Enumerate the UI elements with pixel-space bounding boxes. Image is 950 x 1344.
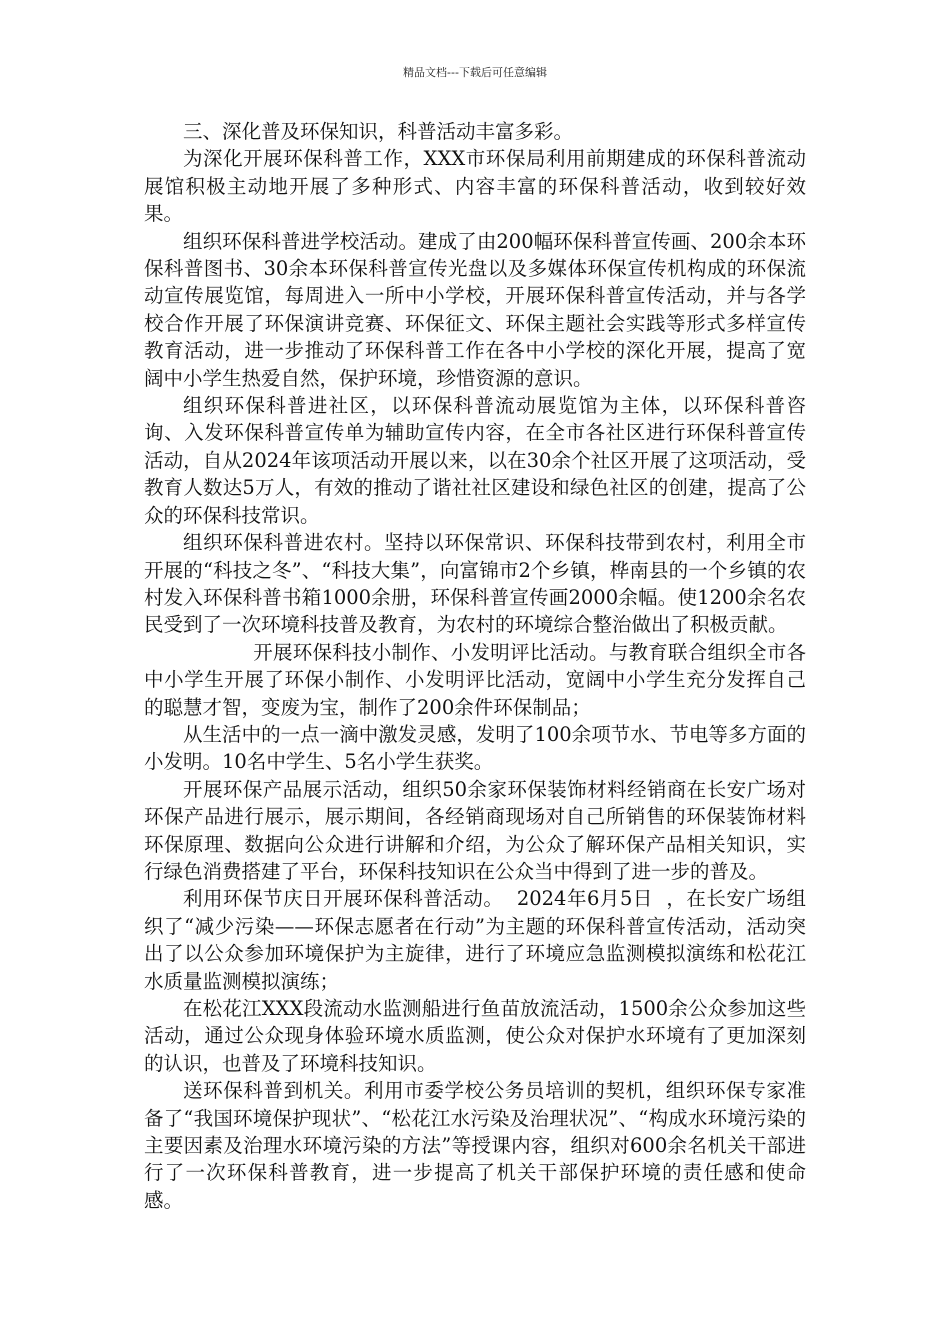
section-heading: 三、深化普及环保知识，科普活动丰富多彩。 — [183, 120, 574, 143]
paragraph-schools: 组织环保科普进学校活动。建成了由200幅环保科普宣传画、200余本环保科普图书、30余本环保科普宣传光盘以及多媒体环保宣传机构成的环保流动宣传展览馆，每周进入一所中小学校，开展环保科普宣传活动，并与各学校合作开展了环保演讲竞赛、环保征文、环保主题社会实践等形式多样宣传教育活动，进一步推动了环保科普工作在各中小学校的深化开展，提高了宽阔中小学生热爱自然，保护环境，珍惜资源的意识。 — [144, 229, 806, 390]
paragraph-river: 在松花江XXX段流动水监测船进行鱼苗放流活动，1500余公众参加这些活动，通过公众现身体验环境水质监测，使公众对保护水环境有了更加深刻的认识，也普及了环境科技知识。 — [144, 997, 806, 1075]
paragraph-inventions: 开展环保科技小制作、小发明评比活动。与教育联合组织全市各中小学生开展了环保小制作、小发明评比活动，宽阔中小学生充分发挥自己的聪慧才智，变废为宝，制作了200余件环保制品； — [144, 640, 806, 719]
paragraph-government: 送环保科普到机关。利用市委学校公务员培训的契机，组织环保专家准备了“我国环境保护现状”、“松花江水污染及治理状况”、“构成水环境污染的主要因素及治理水环境污染的方法”等授课内容，组织对600余名机关干部进行了一次环保科普教育，进一步提高了机关干部保护环境的责任感和使命感。 — [144, 1079, 806, 1212]
paragraph-community: 组织环保科普进社区，以环保科普流动展览馆为主体，以环保科普咨询、入发环保科普宣传单为辅助宣传内容，在全市各社区进行环保科普宣传活动，自从2024年该项活动开展以来，以在30余个社区开展了这项活动，受教育人数达5万人，有效的推动了谐社社区建设和绿色社区的创建，提高了公众的环保科技常识。 — [144, 394, 806, 527]
document-body — [144, 118, 806, 1214]
paragraph-intro: 为深化开展环保科普工作，XXX市环保局利用前期建成的环保科普流动展馆积极主动地开展了多种形式、内容丰富的环保科普活动，收到较好效果。 — [144, 147, 806, 226]
page-header: 精品文档---下载后可任意编辑 — [403, 66, 547, 79]
paragraph-festival: 利用环保节庆日开展环保科普活动。 2024年6月5日 ，在长安广场组织了“减少污染——环保志愿者在行动”为主题的环保科普宣传活动，活动突出了以公众参加环境保护为主旋律，进行了环境应急监测模拟演练和松花江水质量监测模拟演练； — [144, 887, 806, 993]
paragraph-rural: 组织环保科普进农村。坚持以环保常识、环保科技带到农村，利用全市开展的“科技之冬”、“科技大集”，向富锦市2个乡镇，桦南县的一个乡镇的农村发入环保科普书箱1000余册，环保科普宣传画2000余幅。使1200余名农民受到了一次环境科技普及教育，为农村的环境综合整治做出了积极贡献。 — [144, 531, 806, 637]
paragraph-inventions-cont: 从生活中的一点一滴中激发灵感，发明了100余项节水、节电等多方面的小发明。10名中学生、5名小学生获奖。 — [144, 722, 806, 774]
paragraph-products: 开展环保产品展示活动，组织50余家环保装饰材料经销商在长安广场对环保产品进行展示，展示期间，各经销商现场对自己所销售的环保装饰材料环保原理、数据向公众进行讲解和介绍，为公众了解环保产品相关知识，实行绿色消费搭建了平台，环保科技知识在公众当中得到了进一步的普及。 — [144, 777, 806, 883]
